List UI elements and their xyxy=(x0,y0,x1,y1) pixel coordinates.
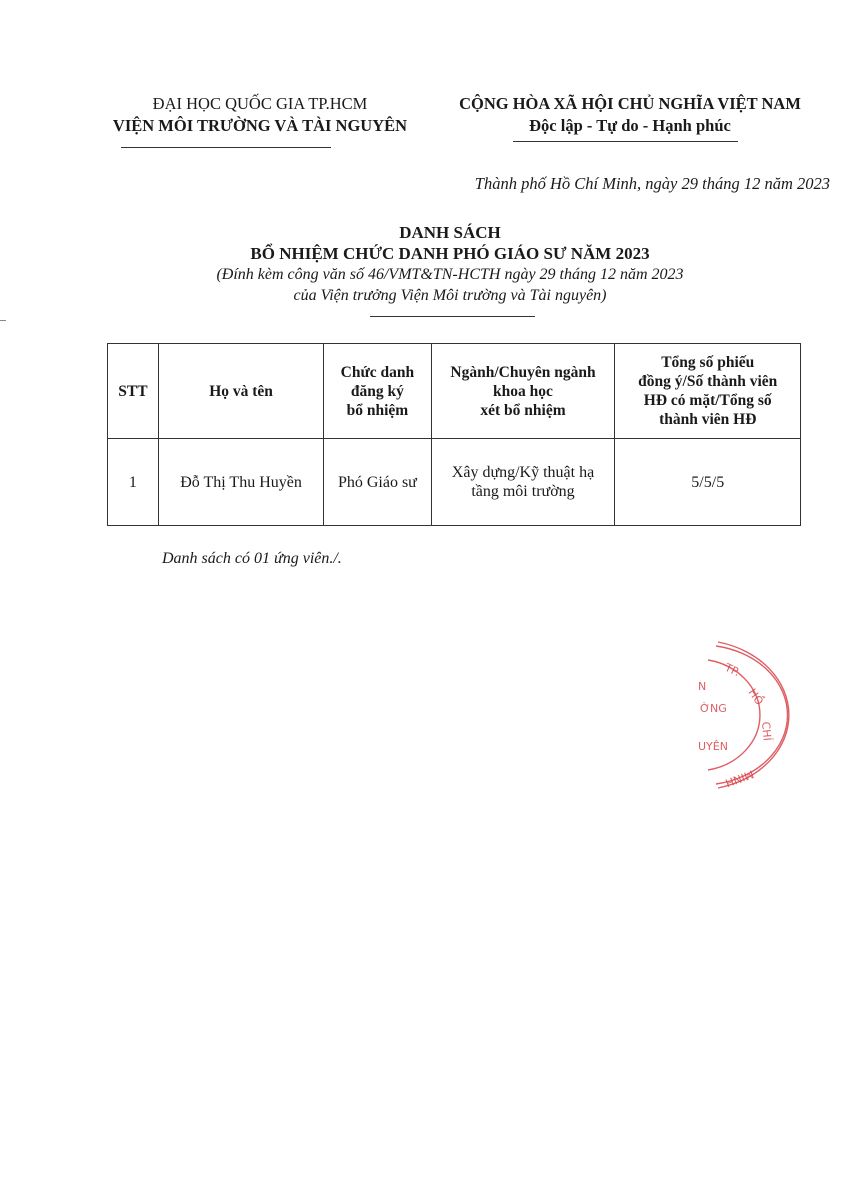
country-name: CỘNG HÒA XÃ HỘI CHỦ NGHĨA VIỆT NAM xyxy=(459,94,801,113)
document-subtitle: BỔ NHIỆM CHỨC DANH PHÓ GIÁO SƯ NĂM 2023 xyxy=(250,244,650,263)
attachment-issuer: của Viện trưởng Viện Môi trường và Tài nguyên) xyxy=(293,287,607,304)
university-name: ĐẠI HỌC QUỐC GIA TP.HCM xyxy=(152,94,368,113)
left-header-rule xyxy=(121,147,331,148)
attachment-reference: (Đính kèm công văn số 46/VMT&TN-HCTH ngày 29 tháng 12 năm 2023 xyxy=(216,266,684,283)
national-motto-block xyxy=(420,93,840,137)
cell-stt: 1 xyxy=(108,439,159,526)
document-title: DANH SÁCH xyxy=(399,223,501,242)
header-title: Chức danh đăng ký bổ nhiệm xyxy=(324,344,431,439)
header-field: Ngành/Chuyên ngành khoa học xét bổ nhiệm xyxy=(431,344,615,439)
header-full-name: Họ và tên xyxy=(158,344,323,439)
stamp-text-ong: ỜNG xyxy=(700,702,727,715)
appointment-table xyxy=(107,343,801,526)
motto-underline xyxy=(513,141,738,142)
cell-full-name: Đỗ Thị Thu Huyền xyxy=(158,439,323,526)
national-motto: Độc lập - Tự do - Hạnh phúc xyxy=(529,116,731,135)
scan-edge-mark xyxy=(0,320,6,321)
candidate-count-note: Danh sách có 01 ứng viên./. xyxy=(162,550,342,567)
stamp-text-minh: MINH xyxy=(723,767,756,790)
header-votes: Tổng số phiếu đồng ý/Số thành viên HĐ có mặt/Tổng số thành viên HĐ xyxy=(615,344,801,439)
institute-seal-stamp xyxy=(690,630,790,800)
document-title-block xyxy=(150,222,750,306)
stamp-text-tp: TP. xyxy=(722,660,742,680)
date-line: Thành phố Hồ Chí Minh, ngày 29 tháng 12 năm 2023 xyxy=(474,174,830,193)
stamp-text-ho: HỒ xyxy=(745,686,766,708)
stamp-text-uyen: UYÊN xyxy=(698,740,728,753)
title-rule xyxy=(370,316,535,317)
issuing-authority xyxy=(100,93,420,137)
cell-field: Xây dựng/Kỹ thuật hạ tầng môi trường xyxy=(431,439,615,526)
table-header-row xyxy=(108,344,801,439)
cell-title: Phó Giáo sư xyxy=(324,439,431,526)
cell-votes: 5/5/5 xyxy=(615,439,801,526)
institute-name: VIỆN MÔI TRƯỜNG VÀ TÀI NGUYÊN xyxy=(112,116,408,135)
table-row xyxy=(108,439,801,526)
stamp-text-chi: CHÍ xyxy=(759,721,774,742)
stamp-text-n: N xyxy=(698,680,707,693)
header-stt: STT xyxy=(108,344,159,439)
